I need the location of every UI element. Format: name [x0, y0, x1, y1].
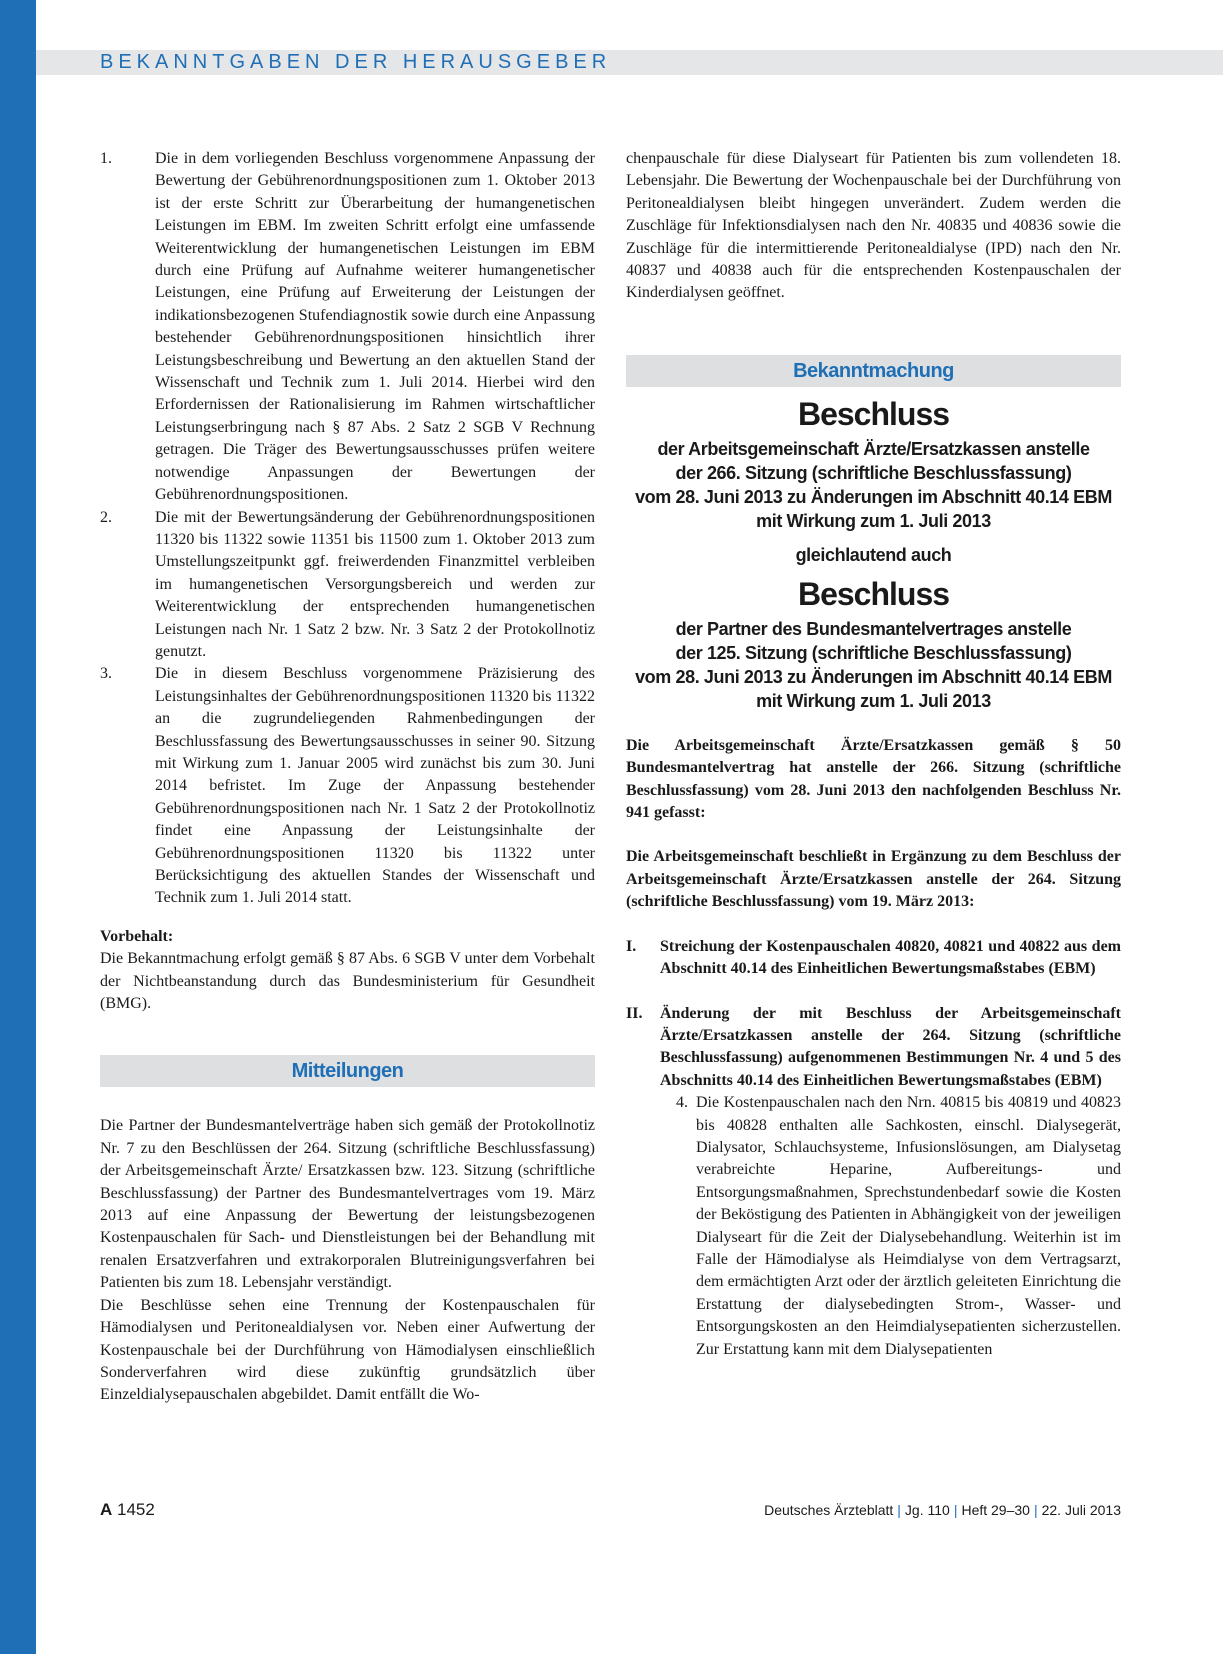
intro-paragraph-2: Die Arbeitsgemeinschaft beschließt in Ergänzung zu dem Beschluss der Arbeitsgemeinschaft Ärzte/Ersatzkassen anstelle der 264. Sitzung (schriftliche Beschlussfassung) vom 19. März 2013: [626, 848, 1121, 911]
item-text: Die mit der Bewertungsänderung der Gebührenordnungspositionen 11320 bis 11322 sowie 11351 bis 11500 zum 1. Oktober 2013 zum Umstellungszeitpunkt ggf. freiwerdenden Finanzmittel verbleiben im humangenetischen Versorgungsbereich und werden zur Weiterentwicklung der entsprechenden humangenetischen Leistungen nach Nr. 1 Satz 2 bzw. Nr. 3 Satz 2 der Protokollnotiz genutzt. [155, 508, 595, 660]
section-title: BEKANNTGABEN DER HERAUSGEBER [100, 51, 612, 73]
beschluss-2-subtitle-line: mit Wirkung zum 1. Juli 2013 [756, 690, 991, 711]
beschluss-2-subtitle-line: der Partner des Bundesmantelvertrages anstelle [675, 618, 1072, 639]
journal-issue: Heft 29–30 [961, 1502, 1030, 1518]
mitteilungen-paragraph-2: Die Beschlüsse sehen eine Trennung der Kostenpauschalen für Hämodialysen und Peritonealdialysen vor. Neben einer Aufwertung der Kostenpauschale bei der Durchführung von Hämodialysen einschließlich Sonderverfahren wird diese zukünftig grundsätzlich über Einzeldialysepauschalen abgebildet. Damit entfällt die Wo- [100, 1296, 595, 1404]
page-number-value: 1452 [117, 1500, 155, 1519]
page-number [100, 1500, 155, 1520]
beschluss-1-subtitle-line: vom 28. Juni 2013 zu Änderungen im Abschnitt 40.14 EBM [635, 486, 1112, 507]
beschluss-title-1: Beschluss [797, 395, 950, 432]
bekanntmachung-heading: Bekanntmachung [626, 355, 1121, 387]
item-number: 3. [100, 665, 112, 683]
roman-item [626, 936, 1121, 981]
continuation-paragraph: chenpauschale für diese Dialyseart für Patienten bis zum vollendeten 18. Lebensjahr. Die Bewertung der Wochenpauschale bei der Durchführung von Peritonealdialysen bleibt hingegen unverändert. Zudem werden die Zuschläge für Infektionsdialysen nach den Nr. 40835 und 40836 sowie die Zuschläge für die intermittierende Peritonealdialyse (IPD) nach den Nr. 40837 und 40838 auch für die entsprechenden Kostenpauschalen der Kinderdialysen geöffnet. [626, 150, 1121, 302]
beschluss-1-subtitle-line: der Arbeitsgemeinschaft Ärzte/Ersatzkassen anstelle [657, 438, 1090, 459]
roman-text: Änderung der mit Beschluss der Arbeitsgemeinschaft Ärzte/Ersatzkassen anstelle der 264. Sitzung (schriftliche Beschlussfassung) aufgenommenen Bestimmungen Nr. 4 und 5 des Abschnitts 40.14 des Einheitlichen Bewertungsmaßstabes (EBM) [660, 1004, 1121, 1089]
list-item [100, 148, 595, 507]
journal-date: 22. Juli 2013 [1041, 1502, 1121, 1518]
journal-reference [760, 1502, 1121, 1518]
journal-volume: Jg. 110 [904, 1502, 950, 1518]
roman-text: Streichung der Kostenpauschalen 40820, 40821 und 40822 aus dem Abschnitt 40.14 des Einheitlichen Bewertungsmaßstabes (EBM) [660, 937, 1121, 978]
left-color-bar [0, 0, 36, 1654]
mitteilungen-heading: Mitteilungen [100, 1055, 595, 1087]
sub-item-text: Die Kostenpauschalen nach den Nrn. 40815 bis 40819 und 40823 bis 40828 enthalten alle Sachkosten, einschl. Dialysegerät, Dialysator, Schlauchsysteme, Infusionslösungen, am Dialysetag verabreichte Heparine, Aufbereitungs- und Entsorgungsmaßnahmen, Sprechstundenbedarf sowie die Kosten der Beköstigung des Patienten in Abhängigkeit von der jeweiligen Dialyseart für die Zeit der Dialysebehandlung. Weiterhin ist im Falle der Hämodialyse als Heimdialyse von dem Vertragsarzt, dem ermächtigten Arzt oder der ärztlich geleiteten Einrichtung die Erstattung der dialysebedingten Strom-, Wasser- und Entsorgungskosten an den Heimdialysepatienten sicherzustellen. Zur Erstattung kann mit dem Dialysepatienten [696, 1094, 1121, 1358]
roman-item [626, 1003, 1121, 1093]
gleichlautend-line: gleichlautend auch [795, 544, 952, 565]
beschluss-1-subtitle-line: mit Wirkung zum 1. Juli 2013 [756, 510, 991, 531]
list-item [100, 663, 595, 909]
sub-item-number: 4. [676, 1094, 688, 1112]
intro-paragraph-1: Die Arbeitsgemeinschaft Ärzte/Ersatzkassen gemäß § 50 Bundesmantelvertrag hat anstelle der 266. Sitzung (schriftliche Beschlussfassung) vom 28. Juni 2013 den nachfolgenden Beschluss Nr. 941 gefasst: [626, 736, 1121, 822]
mitteilungen-paragraph-1: Die Partner der Bundesmantelverträge haben sich gemäß der Protokollnotiz Nr. 7 zu den Beschlüssen der 264. Sitzung (schriftliche Beschlussfassung) der Arbeitsgemeinschaft Ärzte/ Ersatzkassen bzw. 123. Sitzung (schriftliche Beschlussfassung) der Partner des Bundesmantelvertrages vom 19. März 2013 auf eine Anpassung der Bewertung der leistungsbezogenen Kostenpauschalen für Sach- und Dienstleistungen bei der Behandlung mit renalen Ersatzverfahren und extrakorporalen Blutreinigungsverfahren bei Patienten bis zum 18. Lebensjahr verständigt. [100, 1117, 595, 1292]
left-column [100, 148, 595, 1407]
beschluss-2-subtitle-line: vom 28. Juni 2013 zu Änderungen im Abschnitt 40.14 EBM [635, 666, 1112, 687]
right-column [626, 148, 1121, 1361]
separator: | [897, 1502, 901, 1518]
vorbehalt-text: Die Bekanntmachung erfolgt gemäß § 87 Abs. 6 SGB V unter dem Vorbehalt der Nichtbeanstandung durch das Bundesministerium für Gesundheit (BMG). [100, 950, 595, 1013]
separator: | [1033, 1502, 1038, 1518]
roman-number: II. [626, 1004, 643, 1022]
journal-name: Deutsches Ärzteblatt [764, 1502, 894, 1518]
item-number: 2. [100, 508, 112, 526]
beschluss-1-subtitle-line: der 266. Sitzung (schriftliche Beschlussfassung) [675, 462, 1072, 483]
item-text: Die in diesem Beschluss vorgenommene Präzisierung des Leistungsinhaltes der Gebührenordnungspositionen 11320 bis 11322 an die zugrundeliegenden Rahmenbedingungen der Beschlussfassung des Bewertungsausschusses in seiner 90. Sitzung mit Wirkung zum 1. Januar 2005 wird zunächst bis zum 30. Juni 2014 befristet. Im Zuge der Anpassung bestehender Gebührenordnungspositionen nach Nr. 1 Satz 2 der Protokollnotiz findet eine Anpassung der Leistungsinhalte der Gebührenordnungspositionen 11320 bis 11322 unter Berücksichtigung des aktuellen Standes der Wissenschaft und Technik zum 1. Juli 2014 statt. [155, 665, 595, 907]
beschluss-title-2: Beschluss [797, 575, 950, 612]
list-item [100, 507, 595, 664]
page-letter: A [100, 1500, 113, 1519]
item-text: Die in dem vorliegenden Beschluss vorgenommene Anpassung der Bewertung der Gebührenordnungspositionen zum 1. Oktober 2013 ist der erste Schritt zur Überarbeitung der humangenetischen Leistungen im EBM. Im zweiten Schritt erfolgt eine umfassende Weiterentwicklung der humangenetischen Leistungen im EBM durch eine Prüfung auf Aufnahme weiterer humangenetischer Leistungen, eine Prüfung auf Erweiterung der Leistungen der indikationsbezogenen Stufendiagnostik sowie durch eine Anpassung bestehender Gebührenordnungspositionen hinsichtlich ihrer Leistungsbeschreibung und Bewertung an den aktuellen Stand der Wissenschaft und Technik zum 1. Juli 2014. Hierbei wird den Erfordernissen der Rationalisierung im Rahmen wirtschaftlicher Leistungserbringung nach § 87 Abs. 2 Satz 2 SGB V Rechnung getragen. Die Träger des Bewertungsausschusses prüfen weitere notwendige Anpassungen der Bewertungen der Gebührenordnungspositionen. [155, 150, 595, 504]
sub-item [660, 1092, 1121, 1361]
beschluss-2-subtitle-line: der 125. Sitzung (schriftliche Beschlussfassung) [675, 642, 1072, 663]
roman-number: I. [626, 937, 637, 955]
item-number: 1. [100, 150, 112, 167]
separator: | [953, 1502, 958, 1518]
vorbehalt-label: Vorbehalt: [100, 927, 174, 945]
